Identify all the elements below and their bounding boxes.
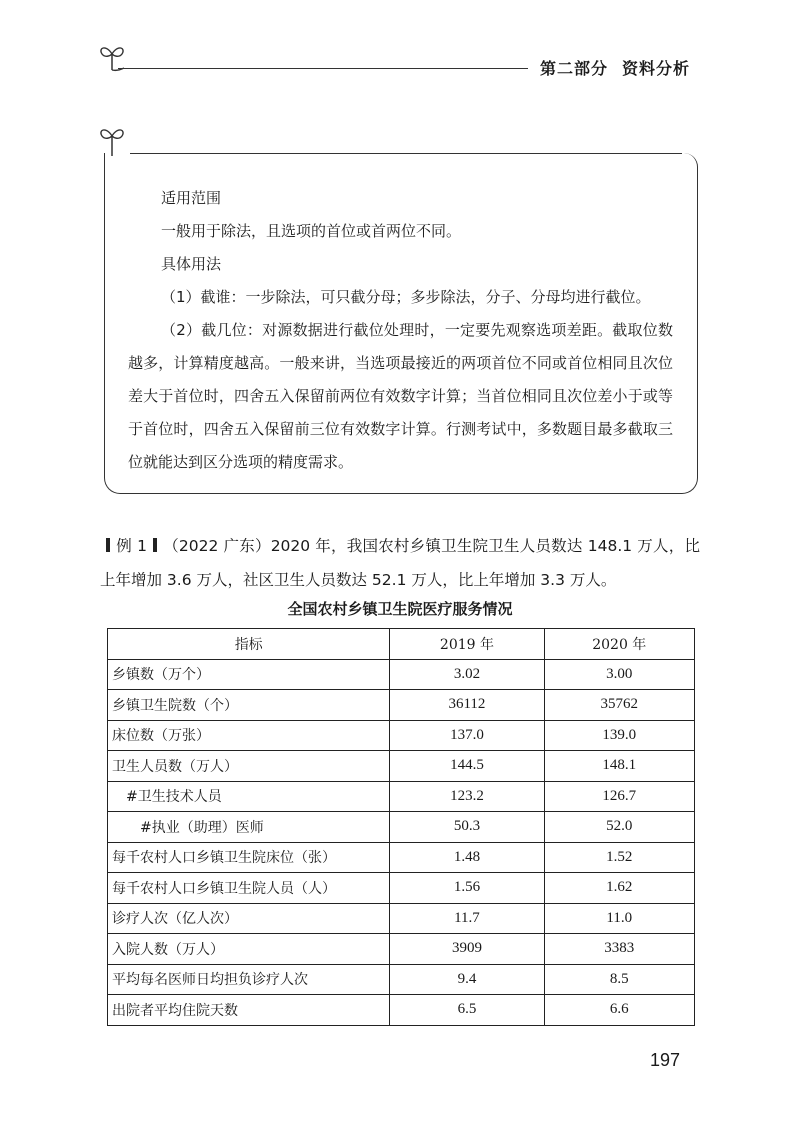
value-2020: 1.52 (544, 842, 694, 873)
scope-text: 一般用于除法，且选项的首位或首两位不同。 (161, 222, 462, 240)
value-2020: 1.62 (544, 873, 694, 904)
row-label: 卫生人员数（万人） (108, 751, 390, 782)
table-row (108, 781, 695, 812)
row-label: 平均每名医师日均担负诊疗人次 (108, 964, 390, 995)
table-row (108, 903, 695, 934)
value-2019: 3.02 (390, 659, 544, 690)
value-2020: 3383 (544, 934, 694, 965)
table-row (108, 812, 695, 843)
value-2019: 144.5 (390, 751, 544, 782)
row-label: 每千农村人口乡镇卫生院床位（张） (108, 842, 390, 873)
row-label: 入院人数（万人） (108, 934, 390, 965)
value-2019: 3909 (390, 934, 544, 965)
row-label: 诊疗人次（亿人次） (108, 903, 390, 934)
table-row (108, 690, 695, 721)
table-row (108, 995, 695, 1026)
header-2019: 2019 年 (390, 629, 544, 660)
usage-heading: 具体用法 (161, 255, 222, 273)
example-tag-label: 例 1 (116, 537, 147, 555)
header-indicator: 指标 (108, 629, 390, 660)
value-2019: 6.5 (390, 995, 544, 1026)
table-row (108, 720, 695, 751)
tip-content (128, 182, 673, 479)
example-paragraph (100, 529, 700, 597)
value-2019: 123.2 (390, 781, 544, 812)
value-2019: 9.4 (390, 964, 544, 995)
value-2020: 126.7 (544, 781, 694, 812)
value-2020: 11.0 (544, 903, 694, 934)
value-2020: 35762 (544, 690, 694, 721)
value-2019: 36112 (390, 690, 544, 721)
bracket-mark (106, 538, 110, 552)
row-label: #卫生技术人员 (108, 781, 390, 812)
page-number: 197 (650, 1050, 681, 1070)
usage-item-1: （1）截谁：一步除法，可只截分母；多步除法，分子、分母均进行截位。 (161, 288, 651, 306)
table-header-row (108, 629, 695, 660)
value-2019: 137.0 (390, 720, 544, 751)
table-row (108, 659, 695, 690)
row-label: #执业（助理）医师 (108, 812, 390, 843)
table-row (108, 934, 695, 965)
header-rule (118, 68, 528, 69)
value-2020: 8.5 (544, 964, 694, 995)
scope-heading: 适用范围 (161, 189, 222, 207)
row-label: 乡镇数（万个） (108, 659, 390, 690)
value-2019: 1.56 (390, 873, 544, 904)
table-row (108, 842, 695, 873)
value-2019: 1.48 (390, 842, 544, 873)
value-2020: 3.00 (544, 659, 694, 690)
header-2020: 2020 年 (544, 629, 694, 660)
value-2020: 139.0 (544, 720, 694, 751)
data-table (107, 628, 695, 1026)
header-part: 第二部分 (540, 59, 609, 78)
page-header (540, 56, 690, 79)
value-2020: 52.0 (544, 812, 694, 843)
row-label: 每千农村人口乡镇卫生院人员（人） (108, 873, 390, 904)
bracket-mark (153, 538, 157, 552)
value-2019: 50.3 (390, 812, 544, 843)
usage-item-2: （2）截几位：对源数据进行截位处理时，一定要先观察选项差距。截取位数越多，计算精度越高。一般来讲，当选项最接近的两项首位不同或首位相同且次位差大于首位时，四舍五入保留前两位有效数字计算；当首位相同且次位差小于或等于首位时，四舍五入保留前三位有效数字计算。行测考试中，多数题目最多截取三位就能达到区分选项的精度需求。 (128, 321, 673, 471)
table-row (108, 873, 695, 904)
value-2019: 11.7 (390, 903, 544, 934)
header-section: 资料分析 (622, 59, 691, 78)
row-label: 乡镇卫生院数（个） (108, 690, 390, 721)
value-2020: 6.6 (544, 995, 694, 1026)
table-row (108, 751, 695, 782)
sprout-icon (96, 122, 128, 156)
value-2020: 148.1 (544, 751, 694, 782)
example-text: （2022 广东）2020 年，我国农村乡镇卫生院卫生人员数达 148.1 万人，比上年增加 3.6 万人，社区卫生人员数达 52.1 万人，比上年增加 3.3 万人。 (100, 537, 700, 589)
table-title: 全国农村乡镇卫生院医疗服务情况 (287, 600, 513, 618)
row-label: 床位数（万张） (108, 720, 390, 751)
example-tag (100, 537, 163, 555)
table-row (108, 964, 695, 995)
row-label: 出院者平均住院天数 (108, 995, 390, 1026)
